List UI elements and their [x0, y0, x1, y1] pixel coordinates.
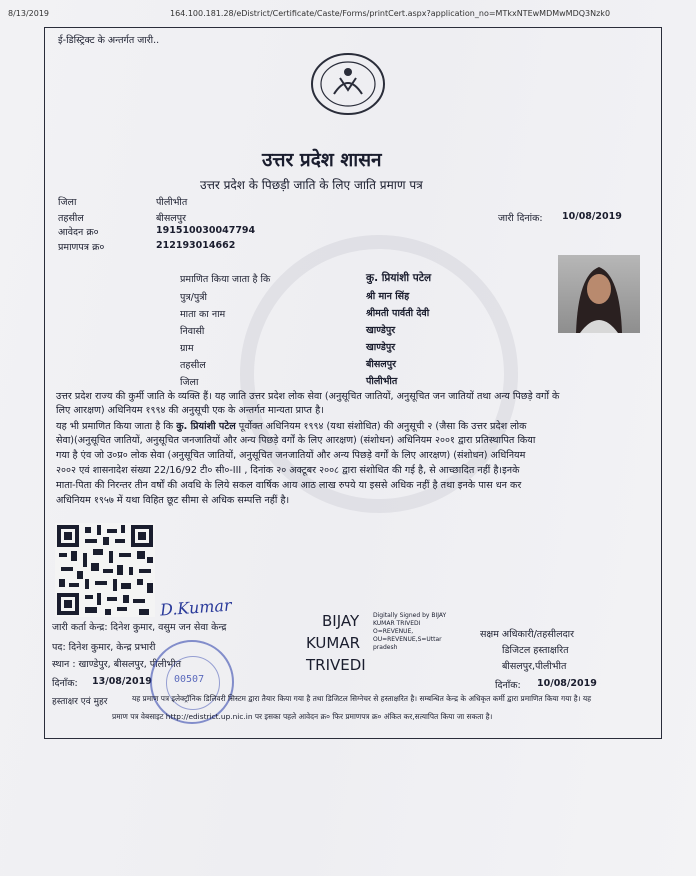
- certificate-number: 212193014662: [156, 240, 236, 251]
- footer-note-2: प्रमाण पत्र वेबसाइट http://edistrict.up.nic.in पर इसका पहले आवेदन क्र० फिर प्रमाणपत्र क्र० अंकित कर,सत्यापित किया जा सकता है।: [112, 712, 493, 721]
- authority-role: सक्षम अधिकारी/तहसीलदार: [480, 629, 574, 640]
- certificate-number-label: प्रमाणपत्र क्र०: [58, 242, 105, 253]
- issuer-date: 13/08/2019: [92, 676, 152, 687]
- print-url: 164.100.181.28/eDistrict/Certificate/Caste/Forms/printCert.aspx?application_no=MTkxNTEwMDMwMDQ3Nzk0: [170, 9, 611, 18]
- digital-sig-line-4: OU=REVENUE,S=Uttar: [373, 636, 442, 643]
- digital-sig-line-3: O=REVENUE,: [373, 628, 414, 635]
- issuer-date-label: दिनाँक:: [52, 678, 78, 689]
- body-line-1: उत्तर प्रदेश राज्य की कुर्मी जाति के व्यक्ति हैं। यह जाति उत्तर प्रदेश लोक सेवा (अनुसूचित जातियों, अनुसूचित जन जातियों तथा अन्य पिछड़े वर्गों के: [56, 391, 560, 402]
- stamp-number: 00507: [174, 674, 205, 685]
- up-emblem-icon: [307, 50, 389, 118]
- tehsil-label: तहसील: [58, 213, 84, 224]
- applicant-photo: [558, 255, 640, 333]
- signature-seal-label: हस्ताक्षर एवं मुहर: [52, 697, 108, 707]
- person-district-value: पीलीभीत: [366, 376, 398, 387]
- digital-sig-line-1: Digitally Signed by BIJAY: [373, 612, 447, 619]
- issuer-place: स्थान : खाण्डेपुर, बीसलपुर, पीलीभीत: [52, 659, 182, 670]
- district-label: जिला: [58, 197, 77, 208]
- body-line-3c: पूर्वोक्त अधिनियम १९९४ (यथा संशोधित) की अनुसूची २ (जैसा कि उत्तर प्रदेश लोक: [235, 421, 527, 432]
- applicant-name: कु. प्रियांशी पटेल: [366, 272, 432, 284]
- body-line-3a: यह भी प्रमाणित किया जाता है कि: [56, 421, 177, 432]
- body-line-3: [56, 420, 654, 434]
- body-line-7: माता-पिता की निरन्तर तीन वर्षों की अवधि के लिये सकल वार्षिक आय आठ लाख रुपये या इससे अधिक नहीं है तथा इनके पास धन कर: [56, 480, 522, 491]
- village-value: खाण्डेपुर: [366, 342, 396, 353]
- issuer-post: पद: दिनेश कुमार, केन्द्र प्रभारी: [52, 642, 156, 653]
- digital-signer-name-1: BIJAY: [322, 612, 360, 630]
- authority-date: 10/08/2019: [537, 678, 597, 689]
- person-tehsil-label: तहसील: [180, 360, 206, 371]
- resident-label: निवासी: [180, 326, 205, 337]
- digital-sig-line-5: pradesh: [373, 644, 398, 651]
- issued-under: ई-डिस्ट्रिक्ट के अन्तर्गत जारी..: [58, 35, 160, 46]
- print-date: 8/13/2019: [8, 9, 50, 18]
- mother-name: श्रीमती पार्वती देवी: [366, 308, 430, 319]
- resident-value: खाण्डेपुर: [366, 325, 396, 336]
- father-name: श्री मान सिंह: [366, 291, 410, 302]
- person-district-label: जिला: [180, 377, 199, 388]
- certificate-title: उत्तर प्रदेश के पिछड़ी जाति के लिए जाति प्रमाण पत्र: [200, 178, 423, 192]
- digital-signer-name-3: TRIVEDI: [306, 656, 366, 674]
- govt-title: उत्तर प्रदेश शासन: [262, 149, 382, 171]
- person-silhouette-icon: [558, 255, 640, 333]
- footer-note-1: यह प्रमाण पत्र इलेक्ट्रॉनिक डिलिवरी सिस्टम द्वारा तैयार किया गया है तथा डिजिटल सिग्नेचर से हस्ताक्षरित है। सम्बन्धित केन्द्र के अधिकृत कर्मी द्वारा प्रमाणित किया गया है। यह: [132, 694, 592, 703]
- village-label: ग्राम: [180, 343, 194, 354]
- application-number: 191510030047794: [156, 225, 256, 236]
- body-line-2: लिए आरक्षण) अधिनियम १९९४ की अनुसूची एक के अन्तर्गत मान्यता प्राप्त है।: [56, 405, 324, 416]
- issue-date: 10/08/2019: [562, 211, 622, 222]
- body-line-5: गया है एंव जो उ०प्र० लोक सेवा (अनुसूचित जातियों, अनुसूचित जनजातियों और अन्य पिछड़े वर्गों के लिए आरक्षण) (संशोधन) अधिनियम: [56, 450, 526, 461]
- application-label: आवेदन क्र०: [58, 227, 99, 238]
- qr-code-icon: [55, 523, 155, 617]
- authority-date-label: दिनाँक:: [495, 680, 521, 691]
- authority-place: बीसलपुर,पीलीभीत: [502, 661, 567, 672]
- district-value: पीलीभीत: [156, 197, 188, 208]
- digital-signer-name-2: KUMAR: [306, 634, 361, 652]
- issue-date-label: जारी दिनांक:: [498, 213, 543, 224]
- issuer-signature: D.Kumar: [159, 595, 233, 620]
- certify-label: प्रमाणित किया जाता है कि: [180, 274, 271, 285]
- body-line-8: अधिनियम १९५७ में यथा विहित छूट सीमा से अधिक सम्पत्ति नहीं है।: [56, 495, 290, 506]
- body-line-3-name: कु. प्रियांशी पटेल: [176, 421, 236, 432]
- body-line-6: २००२ एवं शासनादेश संख्या 22/16/92 टी० सी०-III , दिनांक २० अक्टूबर २००८ द्वारा संशोधित की गई है, से आच्छादित नहीं है।इनके: [56, 465, 520, 476]
- digital-sig-line-2: KUMAR TRIVEDI: [373, 620, 421, 627]
- person-tehsil-value: बीसलपुर: [366, 359, 397, 370]
- issuing-centre: जारी कर्ता केन्द्र: दिनेश कुमार, वसुम जन सेवा केन्द्र: [52, 622, 227, 633]
- body-line-4: सेवा)(अनुसूचित जातियों, अनुसूचित जनजातियों और अन्य पिछड़े वर्गों के लिए आरक्षण) (संशोधन) अधिनियम २००१ द्वारा प्रतिस्थापित किया: [56, 435, 536, 446]
- authority-signature-note: डिजिटल हस्ताक्षरित: [502, 645, 569, 656]
- mother-label: माता का नाम: [180, 309, 226, 320]
- tehsil-value: बीसलपुर: [156, 213, 187, 224]
- father-label: पुत्र/पुत्री: [180, 292, 207, 303]
